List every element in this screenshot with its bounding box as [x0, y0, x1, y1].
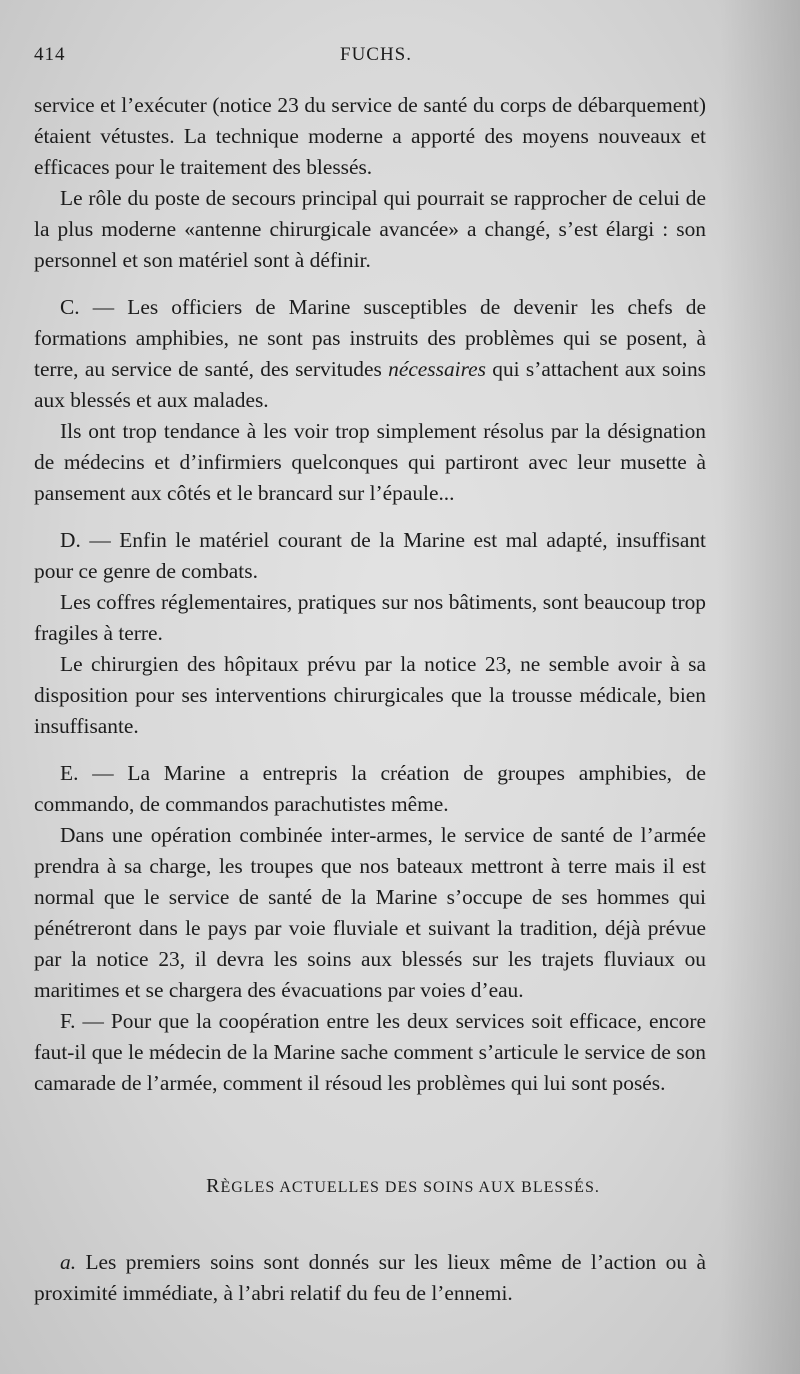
paragraph-p2: [34, 183, 706, 276]
section-gap: [34, 1099, 706, 1171]
paragraph-text: Ils ont trop tendance à les voir trop simplement résolus par la désignation de médecins et d’infirmiers quelconques qui partiront avec leur musette à pansement aux côtés et le brancard sur l’épaule...: [34, 419, 706, 505]
paragraph-p3: [34, 292, 706, 416]
paragraph-p5: [34, 525, 706, 587]
paragraph-p6: [34, 587, 706, 649]
paragraph-p1: [34, 90, 706, 183]
paragraph-p9: [34, 820, 706, 1006]
paragraph-text: service et l’exécuter (notice 23 du service de santé du corps de débarquement) étaient vétustes. La technique moderne a apporté des moyens nouveaux et efficaces pour le traitement des blessés.: [34, 93, 706, 179]
paragraph-text: D. — Enfin le matériel courant de la Marine est mal adapté, insuffisant pour ce genre de combats.: [34, 528, 706, 583]
paragraph-p7: [34, 649, 706, 742]
list-marker: a.: [60, 1250, 77, 1274]
paragraph-text: Le chirurgien des hôpitaux prévu par la notice 23, ne semble avoir à sa disposition pour ses interventions chirurgicales que la trousse médicale, bien insuffisante.: [34, 652, 706, 738]
paragraph-a: [34, 1247, 706, 1309]
paragraph-p8: [34, 758, 706, 820]
paragraph-text: E. — La Marine a entrepris la création de groupes amphibies, de commando, de commandos parachutistes même.: [34, 761, 706, 816]
paragraph-text: Dans une opération combinée inter-armes, le service de santé de l’armée prendra à sa charge, les troupes que nos bateaux mettront à terre mais il est normal que le service de santé de la Marine s’occupe de ses hommes qui pénétreront dans le pays par voie fluviale et suivant la tradition, déjà prévue par la notice 23, il devra les soins aux blessés sur les trajets fluviaux ou maritimes et se chargera des évacuations par voies d’eau.: [34, 823, 706, 1002]
paragraph-gap: [34, 276, 706, 292]
section-heading-text: ÈGLES ACTUELLES DES SOINS AUX BLESSÉS.: [220, 1179, 600, 1196]
section-heading: [34, 1171, 706, 1203]
running-title: FUCHS.: [340, 44, 412, 65]
section-heading-initial: R: [206, 1175, 221, 1197]
paragraph-p4: [34, 416, 706, 509]
running-head: [34, 44, 714, 74]
paragraph-text: C. — Les officiers de Marine susceptibles de devenir les chefs de formations amphibies, ne sont pas instruits des problèmes qui se posent, à terre, au service de santé, des servitudes: [34, 295, 706, 381]
paragraph-gap: [34, 509, 706, 525]
paragraph-p10: [34, 1006, 706, 1099]
paragraph-text: qui s’attachent aux soins aux blessés et aux malades.: [34, 357, 706, 412]
paragraph-text: Le rôle du poste de secours principal qui pourrait se rapprocher de celui de la plus moderne «antenne chirurgicale avancée» a changé, s’est élargi : son personnel et son matériel sont à définir.: [34, 186, 706, 272]
italic-word: nécessaires: [388, 357, 486, 381]
paragraph-text: Les premiers soins sont donnés sur les lieux même de l’action ou à proximité immédiate, à l’abri relatif du feu de l’ennemi.: [34, 1250, 706, 1305]
paragraph-text: F. — Pour que la coopération entre les deux services soit efficace, encore faut-il que le médecin de la Marine sache comment s’articule le service de son camarade de l’armée, comment il résoud les problèmes qui lui sont posés.: [34, 1009, 706, 1095]
paragraph-text: Les coffres réglementaires, pratiques sur nos bâtiments, sont beaucoup trop fragiles à terre.: [34, 590, 706, 645]
section-gap: [34, 1203, 706, 1247]
paragraph-gap: [34, 742, 706, 758]
page-number: 414: [34, 44, 66, 65]
body-text: [34, 90, 706, 1309]
